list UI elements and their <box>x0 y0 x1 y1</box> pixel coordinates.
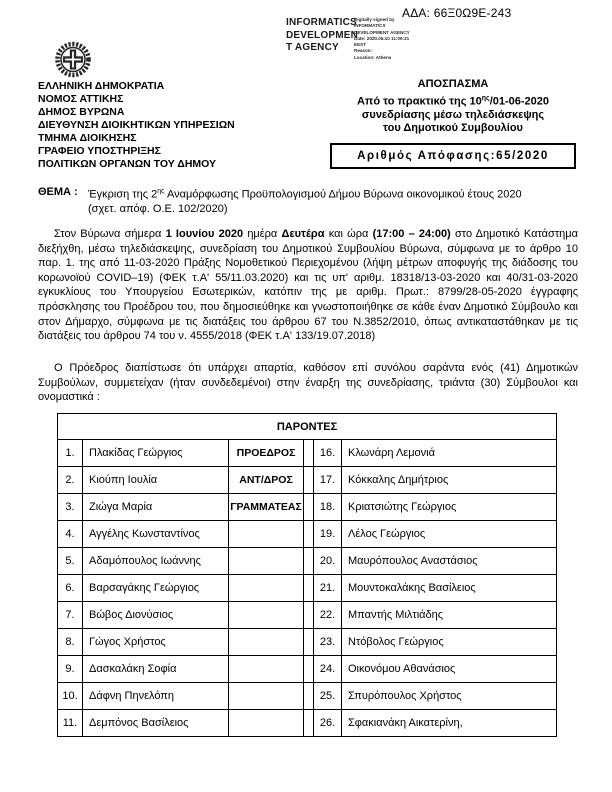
member-number: 11. <box>58 710 83 737</box>
authority-line: ΠΟΛΙΤΙΚΩΝ ΟΡΓΑΝΩΝ ΤΟΥ ΔΗΜΟΥ <box>38 158 217 170</box>
member-name: Λέλος Γεώργιος <box>342 521 557 548</box>
member-role <box>229 629 304 656</box>
column-divider <box>304 440 314 467</box>
member-role <box>229 521 304 548</box>
attendance-table-body <box>58 440 557 737</box>
table-row <box>58 629 557 656</box>
session-date-bold: 1 Ιουνίου 2020 <box>165 228 244 240</box>
member-name: Ζιώγα Μαρία <box>83 494 229 521</box>
member-number: 25. <box>314 683 342 710</box>
extract-meeting-line3: του Δημοτικού Συμβουλίου <box>383 122 523 135</box>
member-name: Βαρσαγάκης Γεώργιος <box>83 575 229 602</box>
member-role <box>229 710 304 737</box>
column-divider <box>304 467 314 494</box>
member-role <box>229 575 304 602</box>
member-number: 8. <box>58 629 83 656</box>
column-divider <box>304 656 314 683</box>
paragraph-text: Στον Βύρωνα σήμερα <box>54 228 166 240</box>
member-role: ΓΡΑΜΜΑΤΕΑΣ <box>229 494 304 521</box>
subject-label: ΘΕΜΑ : <box>38 186 78 198</box>
body-paragraph-session-details <box>38 227 578 344</box>
stamp-detail-line: Date: 2020.06.10 11:09:31 <box>354 35 410 41</box>
member-number: 19. <box>314 521 342 548</box>
member-name: Δάφνη Πηνελόπη <box>83 683 229 710</box>
member-name: Μουντοκαλάκης Βασίλειος <box>342 575 557 602</box>
session-day-bold: Δευτέρα <box>281 228 325 240</box>
member-number: 16. <box>314 440 342 467</box>
table-row <box>58 710 557 737</box>
member-number: 5. <box>58 548 83 575</box>
subject-text: Αναμόρφωσης Προϋπολογισμού Δήμου Βύρωνα οικονομικού έτους 2020 <box>164 188 522 201</box>
table-row <box>58 602 557 629</box>
member-name: Κιούπη Ιουλία <box>83 467 229 494</box>
authority-line: ΔΗΜΟΣ ΒΥΡΩΝΑ <box>38 106 125 118</box>
authority-line: ΓΡΑΦΕΙΟ ΥΠΟΣΤΗΡΙΞΗΣ <box>38 145 161 157</box>
member-name: Ντόβολος Γεώργιος <box>342 629 557 656</box>
column-divider <box>304 521 314 548</box>
authority-line: ΝΟΜΟΣ ΑΤΤΙΚΗΣ <box>38 93 124 105</box>
member-number: 10. <box>58 683 83 710</box>
member-number: 22. <box>314 602 342 629</box>
stamp-detail-line: DEVELOPMENT AGENCY <box>354 29 410 35</box>
member-number: 26. <box>314 710 342 737</box>
member-name: Κλωνάρη Λεμονιά <box>342 440 557 467</box>
column-divider <box>304 602 314 629</box>
column-divider <box>304 548 314 575</box>
extract-meeting-line2: συνεδρίασης μέσω τηλεδιάσκεψης <box>361 108 545 121</box>
member-number: 17. <box>314 467 342 494</box>
member-number: 6. <box>58 575 83 602</box>
member-number: 3. <box>58 494 83 521</box>
greek-coat-of-arms-icon <box>53 40 93 80</box>
member-number: 20. <box>314 548 342 575</box>
stamp-detail-line: Digitally signed by <box>354 17 395 22</box>
member-role: ΠΡΟΕΔΡΟΣ <box>229 440 304 467</box>
table-row <box>58 683 557 710</box>
meeting-text: Από το πρακτικό της 10 <box>356 95 482 108</box>
attendance-table <box>57 413 557 737</box>
member-role <box>229 683 304 710</box>
issuing-authority-block <box>38 80 308 171</box>
authority-line: ΤΜΗΜΑ ΔΙΟΙΚΗΣΗΣ <box>38 132 137 144</box>
stamp-agency-line: T AGENCY <box>286 42 339 53</box>
member-role <box>229 548 304 575</box>
table-row <box>58 440 557 467</box>
table-row <box>58 521 557 548</box>
column-divider <box>304 494 314 521</box>
member-name: Αδαμόπουλος Ιωάννης <box>83 548 229 575</box>
member-number: 18. <box>314 494 342 521</box>
member-name: Γώγος Χρήστος <box>83 629 229 656</box>
member-number: 4. <box>58 521 83 548</box>
member-number: 1. <box>58 440 83 467</box>
paragraph-text: ημέρα <box>243 228 282 240</box>
session-time-bold: (17:00 – 24:00) <box>372 228 451 240</box>
member-name: Δασκαλάκη Σοφία <box>83 656 229 683</box>
attendance-table-title: ΠΑΡΟΝΤΕΣ <box>58 414 557 440</box>
subject-reference: (σχετ. απόφ. Ο.Ε. 102/2020) <box>88 203 228 216</box>
member-name: Κριατσιώτης Γεώργιος <box>342 494 557 521</box>
paragraph-text: και ώρα <box>324 228 373 240</box>
column-divider <box>304 710 314 737</box>
extract-header-block <box>330 78 576 169</box>
member-name: Σφακιανάκη Αικατερίνη, <box>342 710 557 737</box>
ada-code: ΑΔΑ: 66Ξ0Ω9Ε-243 <box>402 6 512 20</box>
member-name: Βώβος Διονύσιος <box>83 602 229 629</box>
member-role: ΑΝΤ/ΔΡΟΣ <box>229 467 304 494</box>
table-header-row <box>58 414 557 440</box>
member-name: Μαυρόπουλος Αναστάσιος <box>342 548 557 575</box>
member-number: 2. <box>58 467 83 494</box>
column-divider <box>304 683 314 710</box>
member-name: Σπυρόπουλος Χρήστος <box>342 683 557 710</box>
stamp-detail-line: Reason: <box>354 48 373 54</box>
member-name: Μπαντής Μιλτιάδης <box>342 602 557 629</box>
table-row <box>58 548 557 575</box>
authority-line: ΔΙΕΥΘΥΝΣΗ ΔΙΟΙΚΗΤΙΚΩΝ ΥΠΗΡΕΣΙΩΝ <box>38 119 235 131</box>
stamp-signature-details <box>354 17 416 61</box>
stamp-detail-line: Location: Athens <box>354 54 392 60</box>
stamp-detail-line: INFORMATICS <box>354 23 386 29</box>
member-name: Αγγέλης Κωνσταντίνος <box>83 521 229 548</box>
member-number: 24. <box>314 656 342 683</box>
stamp-agency-line: INFORMATICS <box>286 17 357 28</box>
decision-number-box: Αριθμός Απόφασης:65/2020 <box>330 143 576 170</box>
table-row <box>58 575 557 602</box>
extract-meeting-line <box>330 92 576 109</box>
authority-line: ΕΛΛΗΝΙΚΗ ΔΗΜΟΚΡΑΤΙΑ <box>38 80 165 92</box>
column-divider <box>304 575 314 602</box>
member-role <box>229 656 304 683</box>
member-role <box>229 602 304 629</box>
stamp-agency-line: DEVELOPMEN <box>286 29 359 41</box>
member-number: 23. <box>314 629 342 656</box>
member-number: 9. <box>58 656 83 683</box>
column-divider <box>304 629 314 656</box>
member-name: Κόκκαλης Δημήτριος <box>342 467 557 494</box>
member-name: Πλακίδας Γεώργιος <box>83 440 229 467</box>
extract-title: ΑΠΟΣΠΑΣΜΑ <box>417 78 489 90</box>
table-row <box>58 656 557 683</box>
member-name: Δεμπόνος Βασίλειος <box>83 710 229 737</box>
subject-text: Έγκριση της 2 <box>88 188 158 201</box>
table-row <box>58 467 557 494</box>
member-number: 7. <box>58 602 83 629</box>
body-paragraph-quorum: Ο Πρόεδρος διαπίστωσε ότι υπάρχει απαρτία, καθόσον επί συνόλου σαράντα ενός (41) Δημοτικών Συμβούλων, συμμετείχαν (ήταν συνδεδεμένοι) στην έναρξη της συνεδρίασης, τριάντα (30) Σύμβουλοι και ονομαστικά : <box>38 362 578 404</box>
paragraph-text: στο Δημοτικό Κατάστημα διεξήχθη, μέσω τηλεδιάσκεψης, συνεδρίαση του Δημοτικού Συμβουλίου Βύρωνα, σύμφωνα με το άρθρο 10 παρ. 1. της από 11-03-2020 Πράξης Νομοθετικού Περιεχομένου (λήψη μέτρων αποφυγής της διάδοσης του κορωνοϊού COVID–19) (ΦΕΚ τ.Α' 55/11.03.2020) και τις υπ' αριθμ. 18318/13-03-2020 και 40/31-03-2020 εγκυκλίους του Υπουργείου Εσωτερικών, κατόπιν της με αριθμ. Πρωτ.: 8799/28-05-2020 έγγραφης πρόσκλησης του Προέδρου του, που δημοσιεύθηκε και γνωστοποιήθηκε σε κάθε έναν Δημοτικό Σύμβουλο και στον Δήμαρχο, σύμφωνα με τις διατάξεις του άρθρου 67 του Ν.3852/2010, όπως αντικαταστάθηκαν με τις διατάξεις του άρθρου 74 του ν. 4555/2018 (ΦΕΚ τ.Α' 133/19.07.2018) <box>38 228 578 343</box>
stamp-agency-name <box>286 17 359 61</box>
member-number: 21. <box>314 575 342 602</box>
subject-paragraph <box>38 185 578 217</box>
member-name: Οικονόμου Αθανάσιος <box>342 656 557 683</box>
meeting-date: /01-06-2020 <box>489 95 550 108</box>
meeting-superscript: ης <box>481 94 490 102</box>
digital-signature-stamp <box>286 17 416 61</box>
subject-superscript: ης <box>157 188 165 195</box>
stamp-detail-line: EEST <box>354 42 366 48</box>
table-row <box>58 494 557 521</box>
